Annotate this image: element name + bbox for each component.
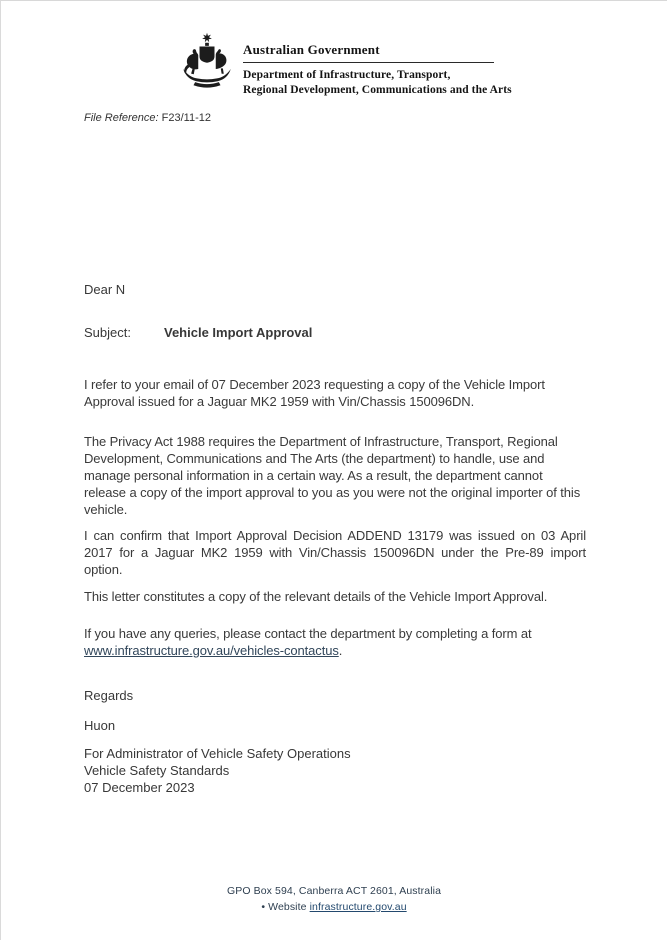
signoff-title: For Administrator of Vehicle Safety Operations [84, 746, 351, 761]
body-paragraph-contact [84, 625, 586, 659]
vehicles-contact-link[interactable]: www.infrastructure.gov.au/vehicles-contactus [84, 643, 339, 658]
body-paragraph-3: I can confirm that Import Approval Decision ADDEND 13179 was issued on 03 April 2017 for a Jaguar MK2 1959 with Vin/Chassis 150096DN under the Pre-89 import option. [84, 528, 586, 577]
contact-sentence-suffix: . [338, 643, 343, 658]
footer-website-link[interactable]: infrastructure.gov.au [309, 901, 407, 913]
signoff-block [84, 745, 351, 796]
letterhead-text [243, 42, 512, 98]
subject-value: Vehicle Import Approval [164, 325, 313, 340]
signoff-branch: Vehicle Safety Standards [84, 763, 230, 778]
signoff-date: 07 December 2023 [84, 780, 195, 795]
letterhead-divider [243, 62, 494, 63]
file-reference-value: F23/11-12 [161, 112, 211, 124]
file-reference-label: File Reference: [84, 112, 159, 124]
department-name-line1: Department of Infrastructure, Transport, [243, 69, 451, 81]
body-paragraph-1: I refer to your email of 07 December 2023 requesting a copy of the Vehicle Import Approval issued for a Jaguar MK2 1959 with Vin/Chassis 150096DN. [84, 377, 545, 409]
department-name-line2: Regional Development, Communications and the Arts [243, 84, 512, 96]
australian-coat-of-arms-icon [177, 30, 237, 88]
subject-row [84, 325, 313, 340]
body-paragraph-2: The Privacy Act 1988 requires the Department of Infrastructure, Transport, Regional Development, Communications and The Arts (the department) to handle, use and manage personal information in a certain way. As a result, the department cannot release a copy of the import approval to you as you were not the original importer of this vehicle. [84, 434, 581, 517]
closing: Regards [84, 688, 134, 703]
salutation: Dear N [84, 282, 126, 297]
subject-label: Subject: [84, 325, 131, 340]
footer-website-row [1, 899, 667, 915]
government-title: Australian Government [243, 42, 380, 57]
page-footer [1, 883, 667, 915]
file-reference [84, 112, 211, 124]
body-paragraph-4: This letter constitutes a copy of the relevant details of the Vehicle Import Approval. [84, 589, 548, 604]
contact-sentence-prefix: If you have any queries, please contact the department by completing a form at [84, 626, 532, 641]
signature-name: Huon [84, 718, 116, 733]
footer-website-label: • Website [261, 901, 307, 913]
footer-address: GPO Box 594, Canberra ACT 2601, Australia [226, 885, 442, 897]
